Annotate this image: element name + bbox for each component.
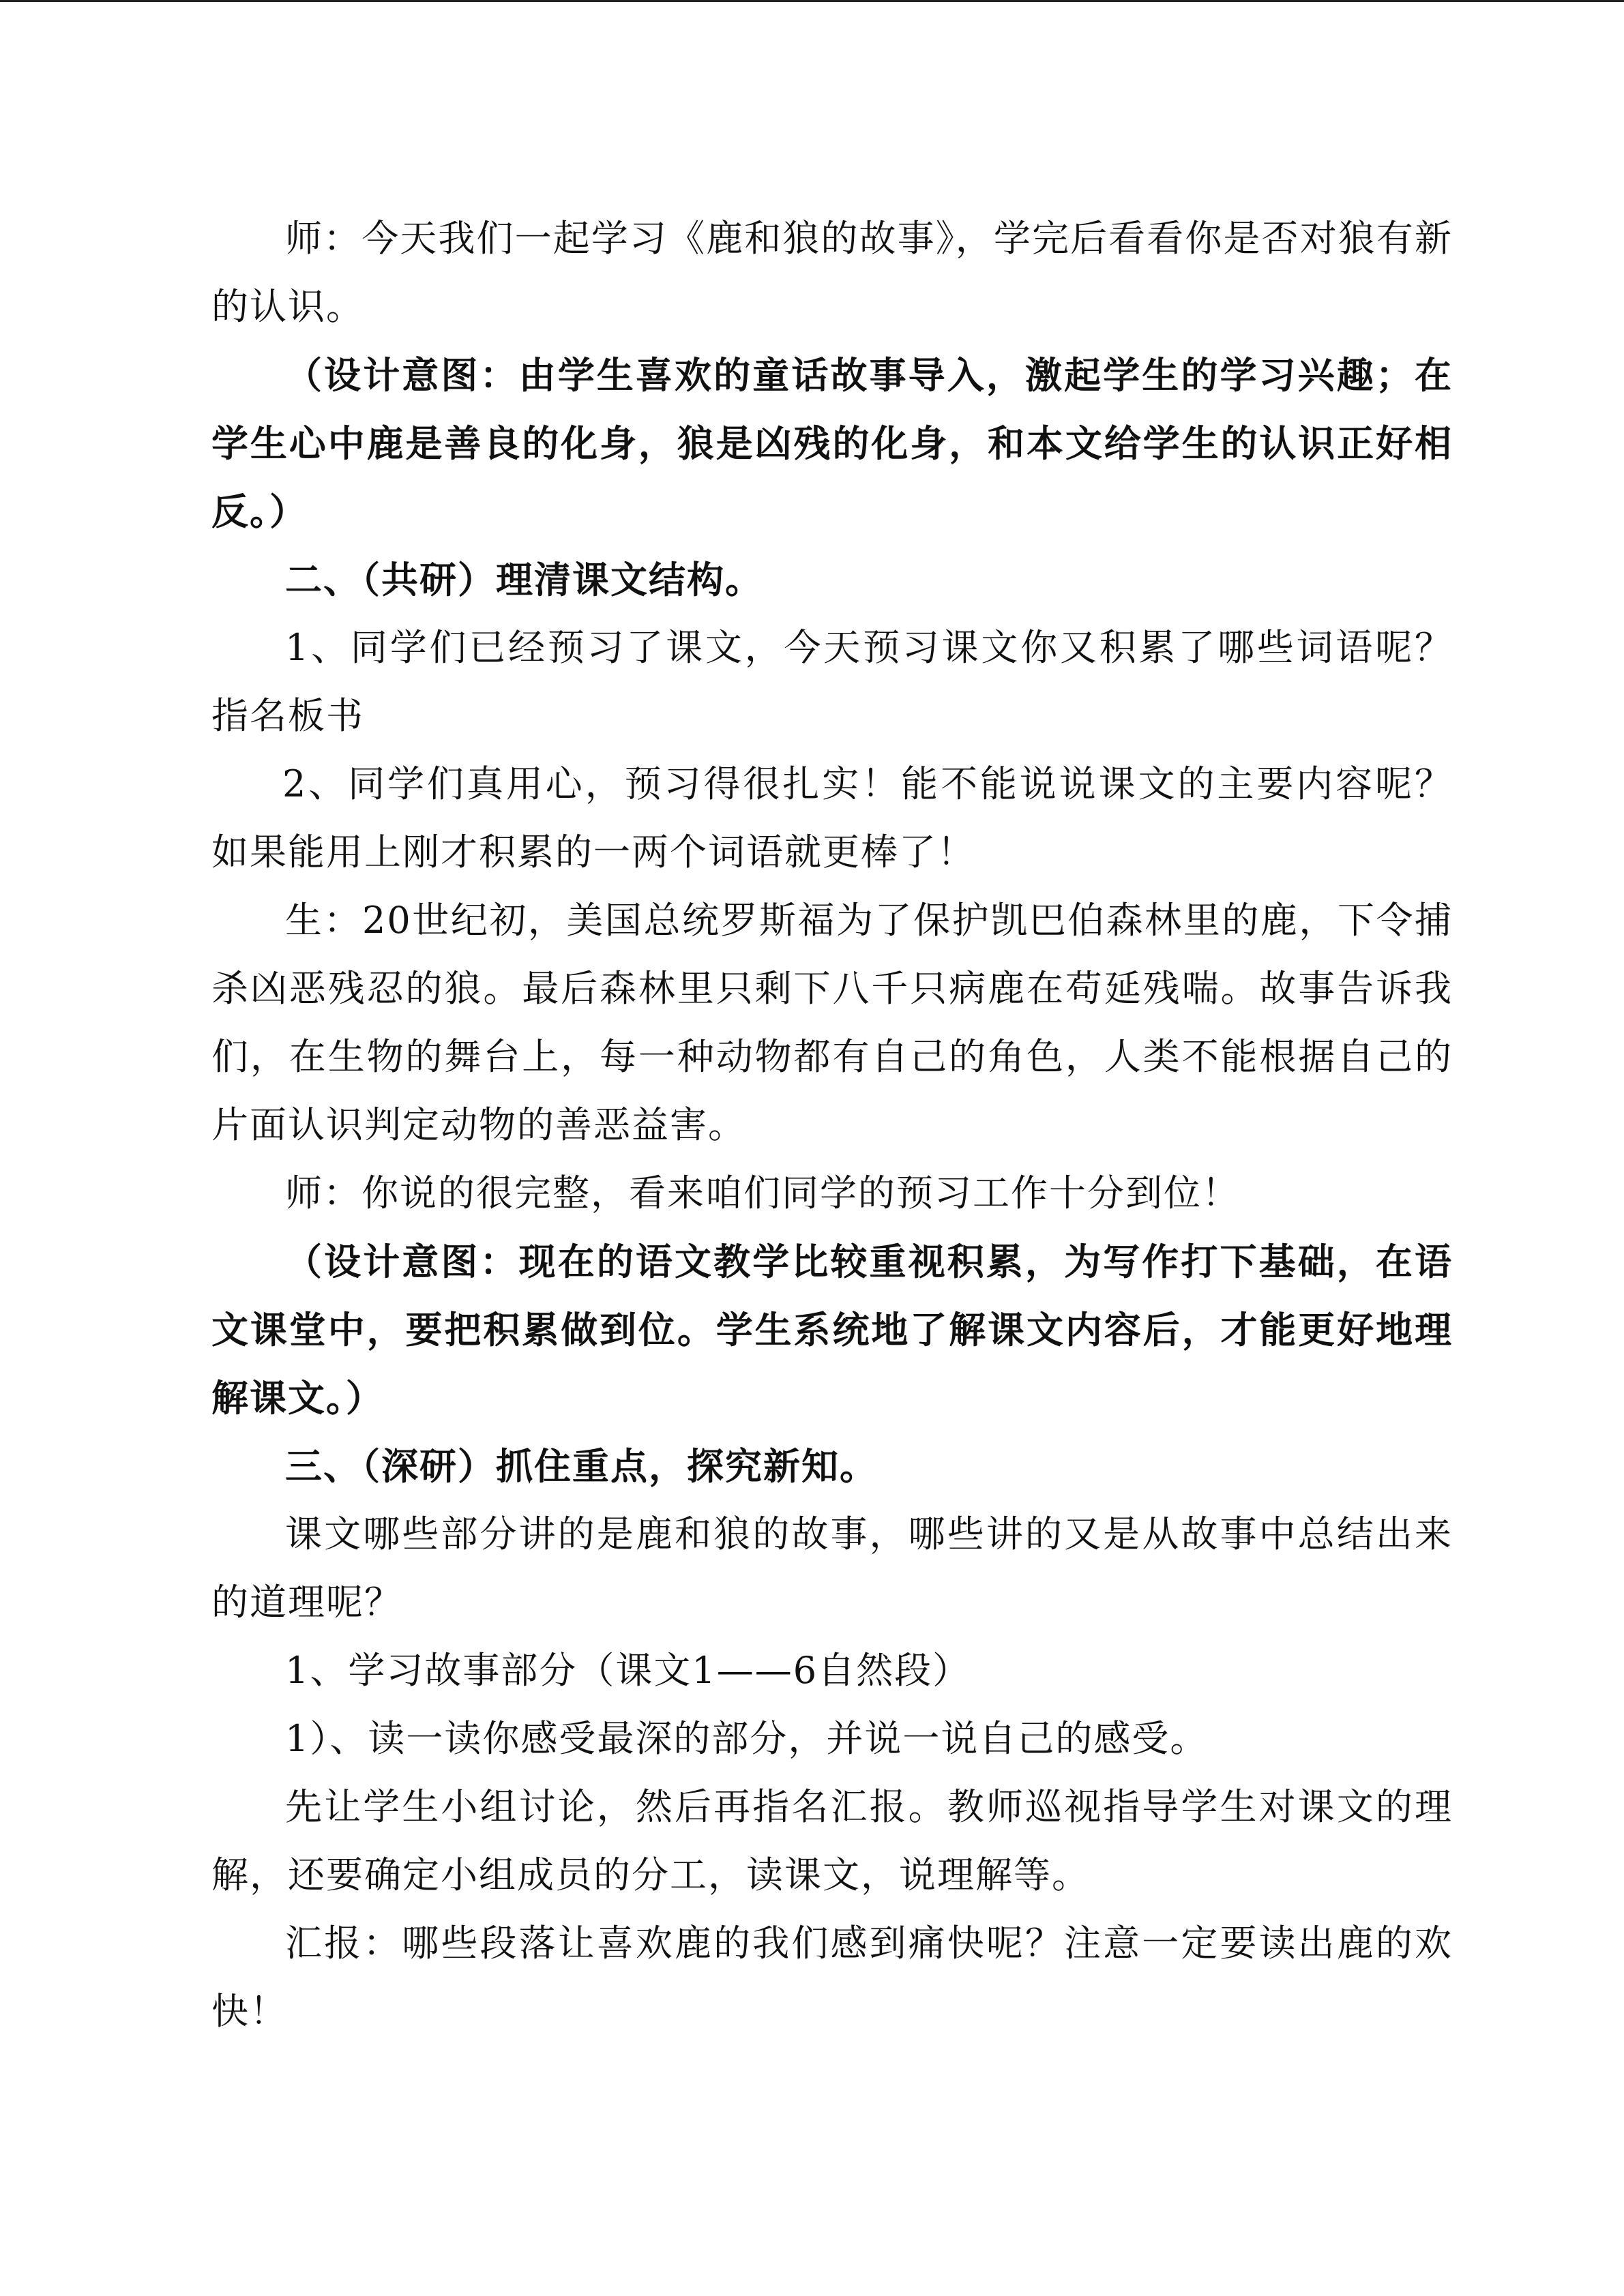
paragraph-teacher-praise: 师：你说的很完整，看来咱们同学的预习工作十分到位！ — [285, 1172, 1240, 1214]
paragraph-step-1: 1、同学们已经预习了课文，今天预习课文你又积累了哪些词语呢？指名板书 — [211, 626, 1453, 737]
paragraph-design-intent-1: （设计意图：由学生喜欢的童话故事导入，激起学生的学习兴趣；在学生心中鹿是善良的化身，狼是凶残的化身，和本文给学生的认识正好相反。） — [211, 353, 1453, 533]
paragraph-group-discussion: 先让学生小组讨论，然后再指名汇报。教师巡视指导学生对课文的理解，还要确定小组成员的分工，读课文，说理解等。 — [211, 1785, 1453, 1896]
top-border-line — [0, 0, 1624, 2]
paragraph-teacher-intro: 师：今天我们一起学习《鹿和狼的故事》，学完后看看你是否对狼有新的认识。 — [211, 217, 1453, 328]
paragraph-report: 汇报：哪些段落让喜欢鹿的我们感到痛快呢？注意一定要读出鹿的欢快！ — [211, 1922, 1453, 2033]
paragraph-design-intent-2: （设计意图：现在的语文教学比较重视积累，为写作打下基础，在语文课堂中，要把积累做到位。学生系统地了解课文内容后，才能更好地理解课文。） — [211, 1240, 1453, 1420]
paragraph-step-2: 2、同学们真用心，预习得很扎实！能不能说说课文的主要内容呢？如果能用上刚才积累的一两个词语就更棒了！ — [211, 762, 1453, 874]
paragraph-student-answer: 生：20世纪初，美国总统罗斯福为了保护凯巴伯森林里的鹿，下令捕杀凶恶残忍的狼。最后森林里只剩下八千只病鹿在苟延残喘。故事告诉我们，在生物的舞台上，每一种动物都有自己的角色，人类不能根据自己的片面认识判定动物的善恶益害。 — [211, 899, 1453, 1146]
paragraph-read-feel: 1）、读一读你感受最深的部分，并说一说自己的感受。 — [285, 1717, 1209, 1760]
section-heading-2: 二、（共研）理清课文结构。 — [285, 558, 763, 601]
paragraph-question: 课文哪些部分讲的是鹿和狼的故事，哪些讲的又是从故事中总结出来的道理呢？ — [211, 1512, 1453, 1624]
document-page — [211, 205, 1453, 2046]
section-heading-3: 三、（深研）抓住重点，探究新知。 — [285, 1444, 878, 1488]
paragraph-study-story: 1、学习故事部分（课文1——6自然段） — [285, 1649, 971, 1692]
